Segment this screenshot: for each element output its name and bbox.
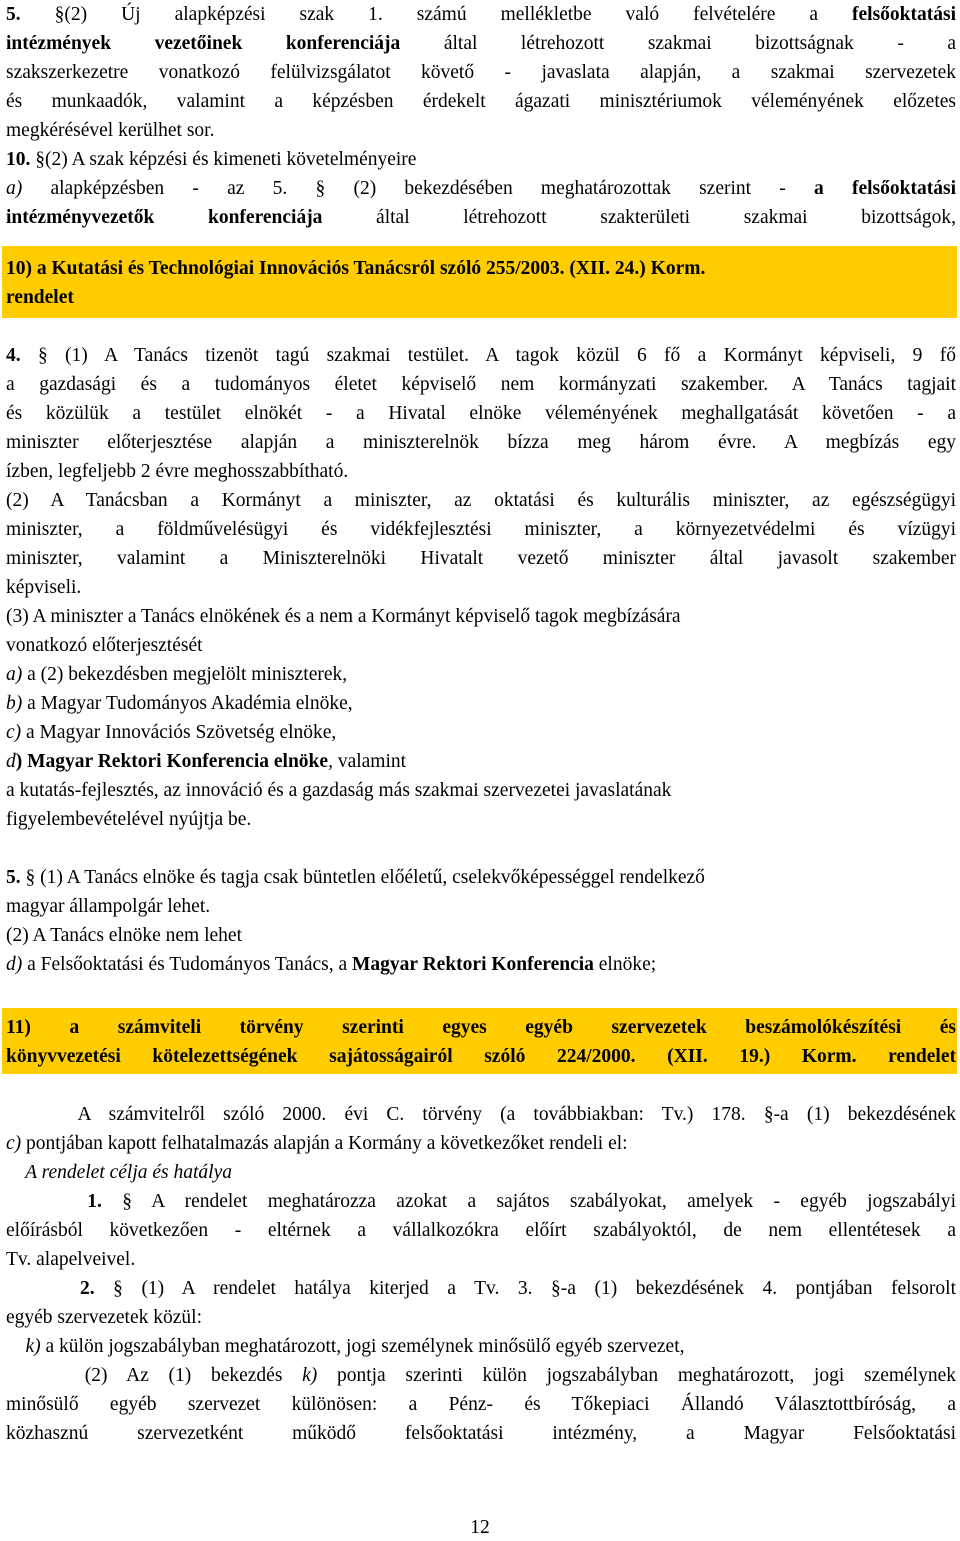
text-line: miniszter, valamint a Miniszterelnöki Hivatalt vezető miniszter által javasolt szakember — [6, 548, 956, 569]
text-line: 1. § A rendelet meghatározza azokat a sajátos szabályokat, amelyek - egyéb jogszabályi — [6, 1191, 956, 1212]
text-line: intézmények vezetőinek konferenciája által létrehozott szakmai bizottságnak - a — [6, 33, 956, 54]
section-heading: 10) a Kutatási és Technológiai Innovációs Tanácsról szóló 255/2003. (XII. 24.) Korm. — [6, 258, 706, 279]
list-item: b) a Magyar Tudományos Akadémia elnöke, — [6, 693, 353, 714]
text-line: (2) Az (1) bekezdés k) pontja szerinti külön jogszabályban meghatározott, jogi személynek — [6, 1365, 956, 1386]
text-line: figyelembevételével nyújtja be. — [6, 809, 252, 830]
text-line: (2) A Tanács elnöke nem lehet — [6, 925, 242, 946]
text-line: a kutatás-fejlesztés, az innováció és a gazdaság más szakmai szervezetei javaslatának — [6, 780, 672, 801]
text-line: A számvitelről szóló 2000. évi C. törvény (a továbbiakban: Tv.) 178. §-a (1) bekezdésének — [6, 1104, 956, 1125]
text-line: minősülő egyéb szervezet különösen: a Pénz- és Tőkepiaci Állandó Választottbíróság, a — [6, 1394, 956, 1415]
section-heading: könyvvezetési kötelezettségének sajátosságairól szóló 224/2000. (XII. 19.) Korm. rendelet — [6, 1046, 956, 1067]
text-line: a) alapképzésben - az 5. § (2) bekezdésében meghatározottak szerint - a felsőoktatási — [6, 178, 956, 199]
text-line: egyéb szervezetek közül: — [6, 1307, 202, 1328]
text-line: szakszerkezetre vonatkozó felülvizsgálatot követő - javaslata alapján, a szakmai szervezetek — [6, 62, 956, 83]
text-line: (2) A Tanácsban a Kormányt a miniszter, az oktatási és kulturális miniszter, az egészségügyi — [6, 490, 956, 511]
text-line: miniszter előterjesztése alapján a miniszterelnök bízza meg három évre. A megbízás egy — [6, 432, 956, 453]
text-line: képviseli. — [6, 577, 82, 598]
text-line: 5. §(2) Új alapképzési szak 1. számú mellékletbe való felvételére a felsőoktatási — [6, 4, 956, 25]
text-line: vonatkozó előterjesztését — [6, 635, 203, 656]
section-heading: 11) a számviteli törvény szerinti egyes egyéb szervezetek beszámolókészítési és — [6, 1017, 956, 1038]
text-line: Tv. alapelveivel. — [6, 1249, 136, 1270]
text-line: c) pontjában kapott felhatalmazás alapján a Kormány a következőket rendeli el: — [6, 1133, 628, 1154]
list-item: c) a Magyar Innovációs Szövetség elnöke, — [6, 722, 337, 743]
text-line: ízben, legfeljebb 2 évre meghosszabbítható. — [6, 461, 349, 482]
text-line: megkérésével kerülhet sor. — [6, 120, 215, 141]
text-line: és munkaadók, valamint a képzésben érdekelt ágazati minisztériumok véleményének előzetes — [6, 91, 956, 112]
section-heading: rendelet — [6, 287, 74, 308]
text-line: 10. §(2) A szak képzési és kimeneti követelményeire — [6, 149, 417, 170]
text-line: miniszter, a földművelésügyi és vidékfejlesztési miniszter, a környezetvédelmi és vízügyi — [6, 519, 956, 540]
text-line: közhasznú szervezetként működő felsőoktatási intézmény, a Magyar Felsőoktatási — [6, 1423, 956, 1444]
text-line: előírásból következően - eltérnek a vállalkozókra előírt szabályoktól, de nem ellentétesek a — [6, 1220, 956, 1241]
text-line: 2. § (1) A rendelet hatálya kiterjed a Tv. 3. §-a (1) bekezdésének 4. pontjában felsorolt — [6, 1278, 956, 1299]
list-item: d) Magyar Rektori Konferencia elnöke, valamint — [6, 751, 407, 772]
text-line: 4. § (1) A Tanács tizenöt tagú szakmai testület. A tagok közül 6 fő a Kormányt képviseli, 9 fő — [6, 345, 956, 366]
text-line: (3) A miniszter a Tanács elnökének és a nem a Kormányt képviselő tagok megbízására — [6, 606, 681, 627]
text-line: 5. § (1) A Tanács elnöke és tagja csak büntetlen előéletű, cselekvőképességgel rendelkező — [6, 867, 705, 888]
text-line: intézményvezetők konferenciája által létrehozott szakterületi szakmai bizottságok, — [6, 207, 956, 228]
list-item: k) a külön jogszabályban meghatározott, jogi személynek minősülő egyéb szervezet, — [6, 1336, 685, 1357]
subheading: A rendelet célja és hatálya — [6, 1162, 233, 1183]
list-item: d) a Felsőoktatási és Tudományos Tanács, a Magyar Rektori Konferencia elnöke; — [6, 954, 657, 975]
page-number: 12 — [470, 1517, 490, 1538]
text-line: a gazdasági és a tudományos életet képviselő nem kormányzati szakember. A Tanács tagjait — [6, 374, 956, 395]
text-line: és közülük a testület elnökét - a Hivatal elnöke véleményének meghallgatását követően - a — [6, 403, 956, 424]
list-item: a) a (2) bekezdésben megjelölt miniszterek, — [6, 664, 348, 685]
text-line: magyar állampolgár lehet. — [6, 896, 211, 917]
